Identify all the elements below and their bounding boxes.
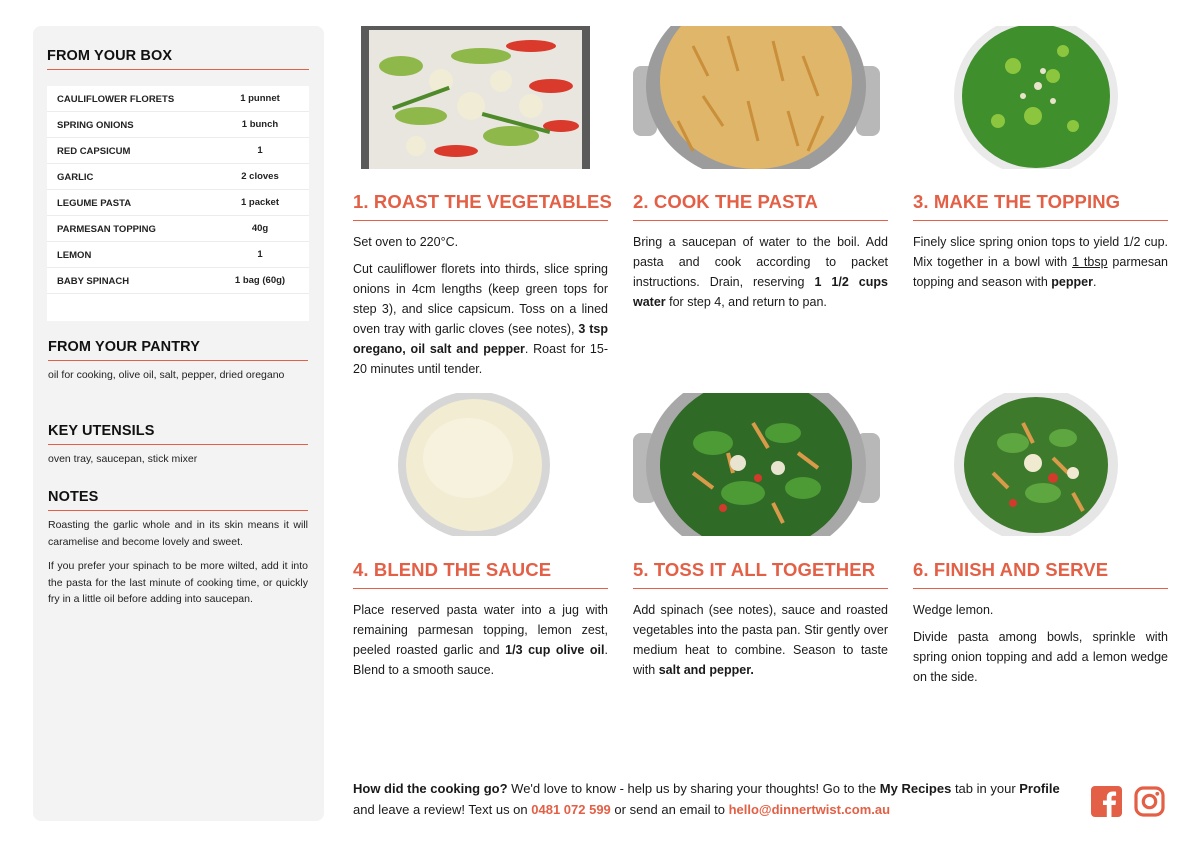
feedback-footer: [353, 778, 1078, 820]
ingredient-row: [47, 164, 309, 190]
ingredient-row: [47, 268, 309, 294]
step-paragraph: Wedge lemon.: [913, 603, 994, 617]
step-4: [353, 559, 608, 680]
text: parmesan topping and season with: [913, 255, 1169, 289]
notes-title: NOTES: [48, 489, 99, 505]
divider: [48, 360, 308, 361]
text: and leave a review! Text us on: [353, 802, 532, 817]
notes-text: [48, 517, 308, 608]
step-5: [633, 559, 888, 680]
topping-bowl-photo: [953, 26, 1120, 169]
cook-pasta-photo: [633, 26, 880, 169]
from-your-box-title: FROM YOUR BOX: [47, 48, 173, 64]
text: tab in your: [951, 781, 1020, 796]
facebook-icon[interactable]: [1091, 786, 1122, 817]
toss-together-photo: [633, 393, 880, 536]
step-2: [633, 191, 888, 312]
sauce-jug-photo: [398, 393, 551, 536]
note-paragraph: If you prefer your spinach to be more wilted, add it into the pasta for the last minute of cooking time, or quickly fry in a little oil before adding into saucepan.: [48, 560, 308, 605]
pantry-title: FROM YOUR PANTRY: [48, 339, 200, 355]
step-text: [913, 232, 1168, 292]
from-your-box-header: [47, 48, 309, 70]
profile-link[interactable]: Profile: [1019, 781, 1060, 796]
ingredient-quantity: 40g: [251, 223, 269, 234]
bold-ingredient: 3 tsp oregano, oil salt and pepper: [353, 322, 608, 356]
step-title: 5. TOSS IT ALL TOGETHER: [633, 559, 876, 580]
step-title: 6. FINISH AND SERVE: [913, 559, 1109, 580]
ingredient-quantity: 1 bag (60g): [234, 275, 286, 286]
ingredient-quantity: 1 packet: [240, 197, 280, 208]
ingredient-row: [47, 216, 309, 242]
ingredient-name: SPRING ONIONS: [57, 120, 134, 131]
step-title: 2. COOK THE PASTA: [633, 191, 819, 212]
pantry-section: [48, 339, 308, 384]
bold-ingredient: 1 1/2 cups water: [633, 275, 888, 309]
step-title: 4. BLEND THE SAUCE: [353, 559, 552, 580]
text: . Roast for 15-20 minutes until tender.: [353, 342, 608, 376]
instagram-icon[interactable]: [1134, 786, 1165, 817]
ingredient-quantity: 1: [257, 145, 263, 156]
ingredient-name: PARMESAN TOPPING: [57, 224, 156, 235]
divider: [353, 588, 608, 589]
ingredient-quantity: 1 punnet: [240, 93, 280, 104]
text: Place reserved pasta water into a jug with remaining parmesan topping, lemon zest, peeled roasted garlic and: [353, 603, 608, 657]
divider: [633, 220, 888, 221]
step-paragraph: [633, 232, 888, 312]
step-paragraph: [353, 600, 608, 680]
sidebar: [33, 26, 324, 821]
step-6: [913, 559, 1168, 687]
step-title: 3. MAKE THE TOPPING: [913, 191, 1121, 212]
notes-section: [48, 489, 308, 608]
divider: [48, 444, 308, 445]
text: We'd love to know - help us by sharing your thoughts! Go to the: [507, 781, 880, 796]
step-3: [913, 191, 1168, 292]
text: Finely slice spring onion tops to yield 1/2 cup. Mix together in a bowl with: [913, 235, 1168, 269]
ingredient-name: LEMON: [57, 250, 92, 261]
step-paragraph: Set oven to 220°C.: [353, 235, 459, 249]
text: Cut cauliflower florets into thirds, slice spring onions in 4cm lengths (keep green tops for step 3), and slice capsicum. Toss on a lined oven tray with garlic cloves (see notes),: [353, 262, 608, 336]
divider: [913, 220, 1168, 221]
step-text: [913, 600, 1168, 687]
ingredient-quantity: 1: [257, 249, 263, 260]
divider: [913, 588, 1168, 589]
pantry-text: oil for cooking, olive oil, salt, pepper, dried oregano: [48, 369, 285, 381]
feedback-question: How did the cooking go?: [353, 781, 508, 796]
text: .: [1092, 275, 1097, 289]
divider: [633, 588, 888, 589]
ingredient-name: LEGUME PASTA: [57, 198, 132, 209]
utensils-text: oven tray, saucepan, stick mixer: [48, 453, 198, 465]
bold-ingredient: pepper: [1051, 275, 1093, 289]
divider: [353, 220, 608, 221]
bold-ingredient: salt and pepper.: [658, 663, 754, 677]
ingredient-quantity: 1 bunch: [241, 119, 279, 130]
text: Bring a saucepan of water to the boil. Add pasta and cook according to packet instructions. Drain, reserving: [633, 235, 888, 289]
step-1: [353, 191, 612, 379]
ingredient-row: [47, 138, 309, 164]
note-paragraph: Roasting the garlic whole and in its skin means it will caramelise and become lovely and sweet.: [48, 519, 308, 548]
step-paragraph: Divide pasta among bowls, sprinkle with spring onion topping and add a lemon wedge on the side.: [913, 630, 1168, 684]
ingredients-table: [47, 86, 309, 321]
ingredient-name: GARLIC: [57, 172, 94, 183]
utensils-section: [48, 423, 308, 468]
roast-vegetables-photo: [361, 26, 590, 169]
step-text: [633, 600, 888, 680]
text: for step 4, and return to pan.: [665, 295, 827, 309]
step-text: [353, 600, 608, 680]
ingredient-name: BABY SPINACH: [57, 276, 130, 287]
ingredient-name: CAULIFLOWER FLORETS: [57, 94, 175, 105]
utensils-title: KEY UTENSILS: [48, 423, 155, 439]
ingredient-row: [47, 242, 309, 268]
step-text: [633, 232, 888, 312]
my-recipes-link[interactable]: My Recipes: [879, 781, 952, 796]
underlined-text: 1 tbsp: [1072, 255, 1108, 269]
divider: [48, 510, 308, 511]
bold-ingredient: 1/3 cup olive oil: [505, 643, 605, 657]
step-title: 1. ROAST THE VEGETABLES: [353, 191, 612, 212]
ingredient-row: [47, 86, 309, 112]
step-paragraph: [633, 600, 888, 680]
text: . Blend to a smooth sauce.: [353, 643, 608, 677]
text: or send an email to: [610, 802, 729, 817]
phone-link[interactable]: 0481 072 599: [531, 802, 611, 817]
step-text: [353, 232, 608, 379]
email-link[interactable]: hello@dinnertwist.com.au: [728, 802, 891, 817]
divider: [47, 69, 309, 70]
ingredient-row: [47, 112, 309, 138]
finished-dish-photo: [953, 393, 1120, 536]
ingredient-name: RED CAPSICUM: [57, 146, 131, 157]
ingredient-quantity: 2 cloves: [241, 171, 279, 182]
ingredient-row: [47, 190, 309, 216]
text: Add spinach (see notes), sauce and roasted vegetables into the pasta pan. Stir gently over medium heat to combine. Season to taste with: [633, 603, 888, 677]
step-paragraph: [353, 259, 608, 379]
step-paragraph: [913, 232, 1168, 292]
